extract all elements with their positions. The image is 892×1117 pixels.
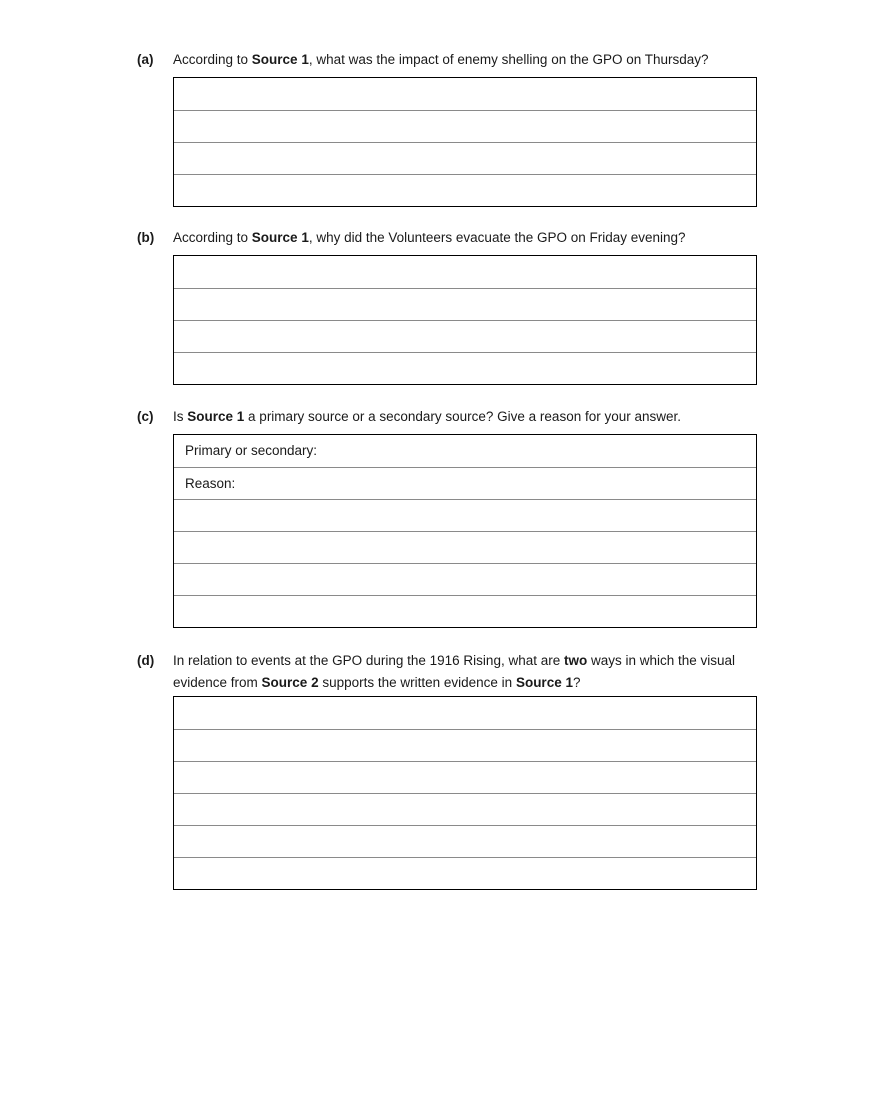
answer-box-c[interactable] (173, 434, 757, 628)
reason-line[interactable]: Reason: (174, 467, 756, 499)
question-b-text: According to Source 1, why did the Volunteers evacuate the GPO on Friday evening? (173, 230, 686, 245)
question-b-label: (b) (137, 230, 155, 245)
question-c-label: (c) (137, 409, 154, 424)
answer-line[interactable] (174, 288, 756, 320)
answer-line[interactable] (174, 78, 756, 110)
answer-box-a[interactable] (173, 77, 757, 207)
question-a-label: (a) (137, 52, 154, 67)
answer-line[interactable] (174, 761, 756, 793)
answer-line[interactable] (174, 595, 756, 627)
question-c-text: Is Source 1 a primary source or a secondary source? Give a reason for your answer. (173, 409, 681, 424)
answer-box-d[interactable] (173, 696, 757, 890)
answer-line[interactable] (174, 499, 756, 531)
answer-line[interactable] (174, 352, 756, 384)
answer-line[interactable] (174, 531, 756, 563)
answer-line[interactable] (174, 142, 756, 174)
answer-line[interactable] (174, 256, 756, 288)
answer-line[interactable] (174, 320, 756, 352)
question-a-text: According to Source 1, what was the impact of enemy shelling on the GPO on Thursday? (173, 52, 709, 67)
answer-line[interactable] (174, 174, 756, 206)
answer-line[interactable] (174, 110, 756, 142)
question-d-text: In relation to events at the GPO during the 1916 Rising, what are two ways in which the visual evidence from Source 2 supports the written evidence in Source 1? (173, 653, 736, 690)
answer-line[interactable] (174, 857, 756, 889)
answer-box-b[interactable] (173, 255, 757, 385)
answer-line[interactable] (174, 729, 756, 761)
answer-line[interactable] (174, 697, 756, 729)
question-d-label: (d) (137, 653, 155, 668)
answer-line[interactable] (174, 563, 756, 595)
answer-line[interactable] (174, 825, 756, 857)
answer-line[interactable] (174, 793, 756, 825)
primary-or-secondary-line[interactable]: Primary or secondary: (185, 443, 318, 458)
